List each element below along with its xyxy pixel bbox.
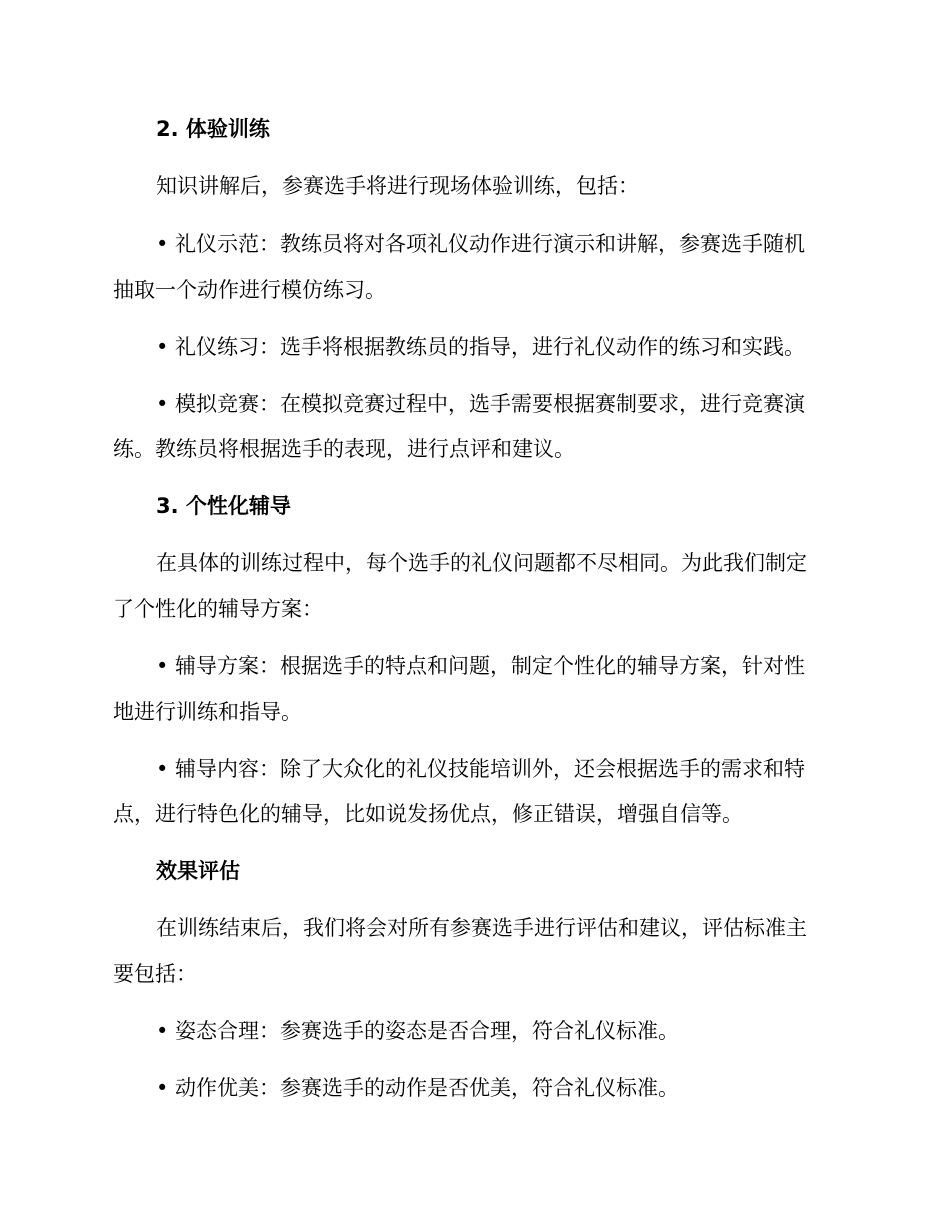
bullet-continuation-line: 地进行训练和指导。 — [113, 700, 302, 724]
bullet-line: • 辅导方案：根据选手的特点和问题，制定个性化的辅导方案，针对性 — [156, 654, 806, 678]
paragraph-line: 在具体的训练过程中，每个选手的礼仪问题都不尽相同。为此我们制定 — [156, 551, 807, 575]
section-heading: 3. 个性化辅导 — [156, 494, 291, 518]
bullet-line: • 动作优美：参赛选手的动作是否优美，符合礼仪标准。 — [156, 1076, 680, 1100]
bullet-line: • 礼仪练习：选手将根据教练员的指导，进行礼仪动作的练习和实践。 — [156, 335, 806, 359]
bullet-line: • 模拟竞赛：在模拟竞赛过程中，选手需要根据赛制要求，进行竞赛演 — [156, 392, 806, 416]
paragraph-line: 了个性化的辅导方案： — [113, 597, 323, 621]
bullet-continuation-line: 练。教练员将根据选手的表现，进行点评和建议。 — [113, 437, 575, 461]
section-heading: 效果评估 — [156, 859, 240, 883]
bullet-continuation-line: 抽取一个动作进行模仿练习。 — [113, 278, 386, 302]
paragraph-line: 知识讲解后，参赛选手将进行现场体验训练，包括： — [156, 174, 639, 198]
bullet-line: • 姿态合理：参赛选手的姿态是否合理，符合礼仪标准。 — [156, 1019, 680, 1043]
bullet-line: • 辅导内容：除了大众化的礼仪技能培训外，还会根据选手的需求和特 — [156, 757, 806, 781]
paragraph-line: 要包括： — [113, 962, 197, 986]
section-heading: 2. 体验训练 — [156, 117, 270, 141]
bullet-continuation-line: 点，进行特色化的辅导，比如说发扬优点，修正错误，增强自信等。 — [113, 802, 743, 826]
bullet-line: • 礼仪示范：教练员将对各项礼仪动作进行演示和讲解，参赛选手随机 — [156, 232, 806, 256]
paragraph-line: 在训练结束后，我们将会对所有参赛选手进行评估和建议，评估标准主 — [156, 916, 807, 940]
